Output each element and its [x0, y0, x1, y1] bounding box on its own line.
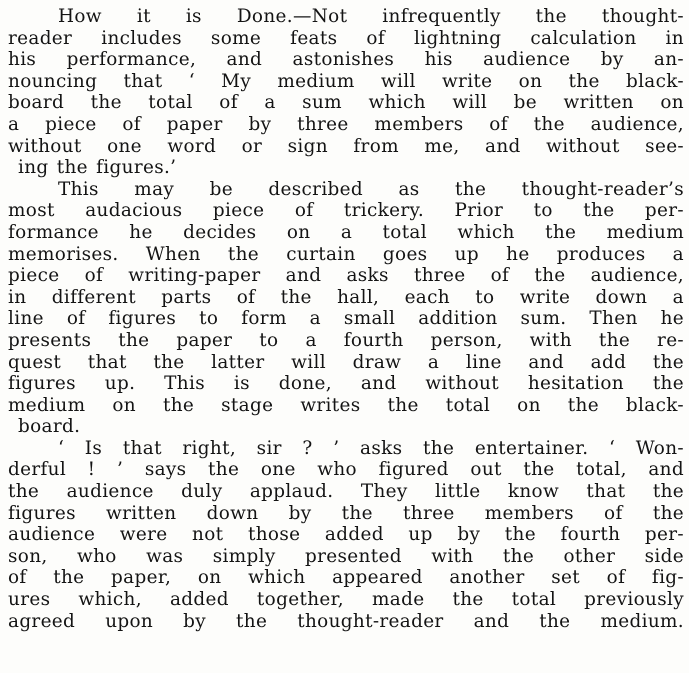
text-line: figures up. This is done, and without hesitation the: [8, 373, 684, 395]
text-line: most audacious piece of trickery. Prior to the per-: [8, 200, 684, 222]
text-line: reader includes some feats of lightning calculation in: [8, 27, 684, 49]
text-line: son, who was simply presented with the other side: [8, 545, 684, 567]
text-line: figures written down by the three members of the: [8, 502, 684, 524]
article-body: [8, 6, 684, 632]
paragraph-trickery: [8, 179, 684, 438]
text-line: agreed upon by the thought-reader and the medium.: [8, 610, 684, 632]
text-line: How it is Done.—Not infrequently the thought-: [58, 6, 684, 27]
text-line: without one word or sign from me, and without see-: [8, 135, 684, 157]
text-line: piece of writing-paper and asks three of the audience,: [8, 265, 684, 287]
paragraph-how-it-is-done: [8, 6, 684, 179]
text-line: in different parts of the hall, each to write down a: [8, 286, 684, 308]
text-line: his performance, and astonishes his audience by an-: [8, 49, 684, 71]
text-line: quest that the latter will draw a line and add the: [8, 351, 684, 373]
text-line: ing the figures.’: [18, 157, 177, 179]
paragraph-is-that-right: [8, 438, 684, 632]
text-line: line of figures to form a small addition sum. Then he: [8, 308, 684, 330]
text-line: ‘ Is that right, sir ? ’ asks the entertainer. ‘ Won-: [58, 437, 684, 459]
text-line: a piece of paper by three members of the audience,: [8, 113, 684, 135]
text-line: board.: [18, 416, 81, 438]
text-line: ures which, added together, made the total previously: [8, 589, 684, 611]
text-line: audience were not those added up by the fourth per-: [8, 524, 684, 546]
text-line: medium on the stage writes the total on the black-: [8, 394, 684, 416]
text-line: formance he decides on a total which the medium: [8, 221, 684, 243]
text-line: This may be described as the thought-reader’s: [58, 178, 684, 200]
text-line: of the paper, on which appeared another set of fig-: [8, 567, 684, 589]
text-line: derful ! ’ says the one who figured out the total, and: [8, 459, 684, 481]
text-line: the audience duly applaud. They little know that the: [8, 481, 684, 503]
text-line: presents the paper to a fourth person, with the re-: [8, 329, 684, 351]
text-line: board the total of a sum which will be written on: [8, 92, 684, 114]
text-line: memorises. When the curtain goes up he produces a: [8, 243, 684, 265]
text-line: nouncing that ‘ My medium will write on the black-: [8, 70, 684, 92]
